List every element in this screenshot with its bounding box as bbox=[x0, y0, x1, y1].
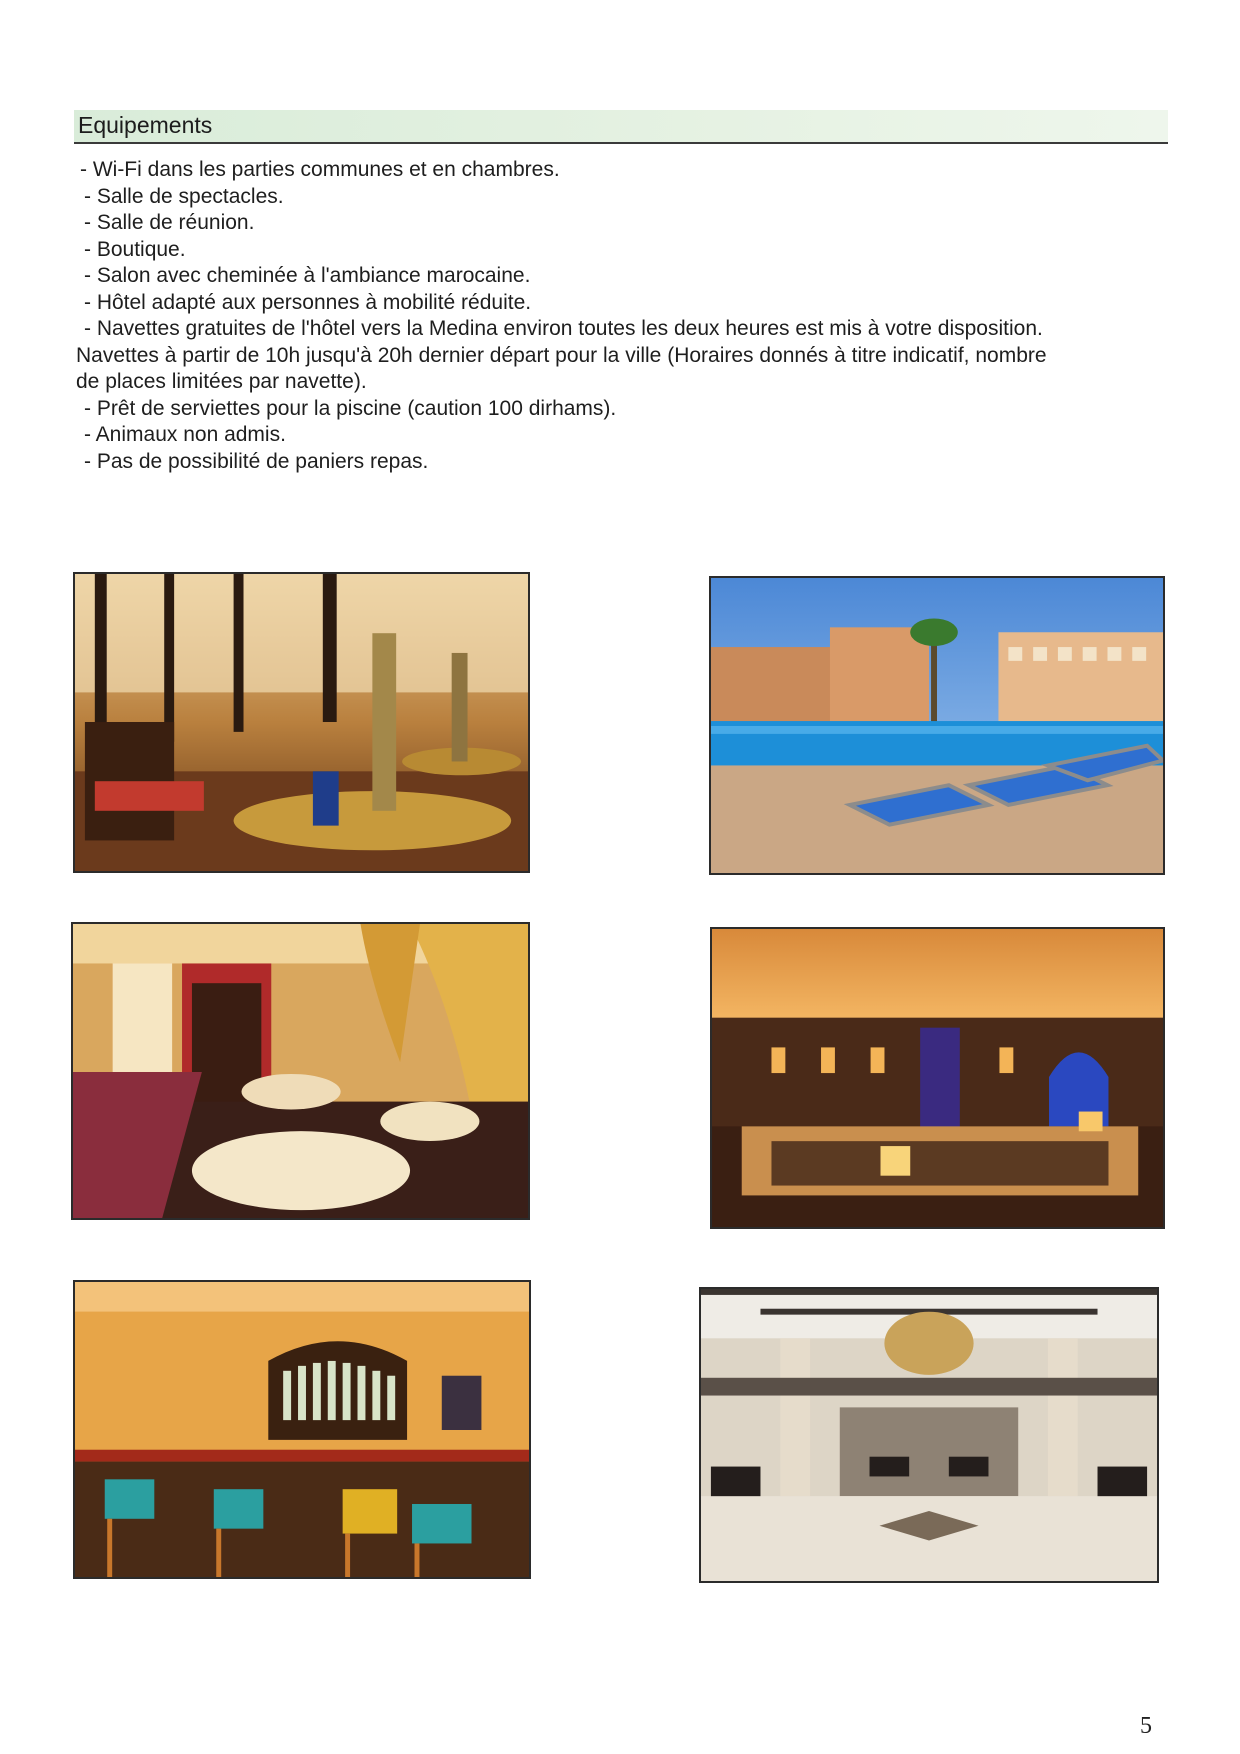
list-item-continuation: Navettes à partir de 10h jusqu'à 20h dernier départ pour la ville (Horaires donnés à titre indicatif, nombre bbox=[76, 343, 1047, 367]
section-header bbox=[74, 110, 1168, 144]
list-item: - Pas de possibilité de paniers repas. bbox=[84, 449, 429, 473]
list-item: - Salle de réunion. bbox=[84, 211, 255, 234]
list-item-continuation: de places limitées par navette). bbox=[76, 370, 367, 393]
page-number: 5 bbox=[1140, 1713, 1152, 1739]
list-item: - Hôtel adapté aux personnes à mobilité réduite. bbox=[84, 290, 532, 314]
photo-bar bbox=[73, 1280, 531, 1579]
list-item: - Navettes gratuites de l'hôtel vers la Medina environ toutes les deux heures est mis à votre disposition. bbox=[84, 317, 1043, 340]
photo-pool bbox=[709, 576, 1165, 875]
photo-spa bbox=[710, 927, 1165, 1229]
photo-lobby bbox=[699, 1287, 1159, 1583]
photo-moroccan-lounge bbox=[73, 572, 530, 873]
list-item: - Animaux non admis. bbox=[84, 423, 286, 446]
equipment-list bbox=[76, 157, 1176, 475]
list-item: - Wi-Fi dans les parties communes et en chambres. bbox=[80, 158, 560, 181]
list-item: - Salle de spectacles. bbox=[84, 184, 284, 208]
list-item: - Salon avec cheminée à l'ambiance marocaine. bbox=[84, 264, 531, 287]
list-item: - Prêt de serviettes pour la piscine (caution 100 dirhams). bbox=[84, 396, 617, 420]
list-item: - Boutique. bbox=[84, 237, 186, 261]
photo-restaurant bbox=[71, 922, 530, 1220]
section-title: Equipements bbox=[78, 112, 213, 138]
